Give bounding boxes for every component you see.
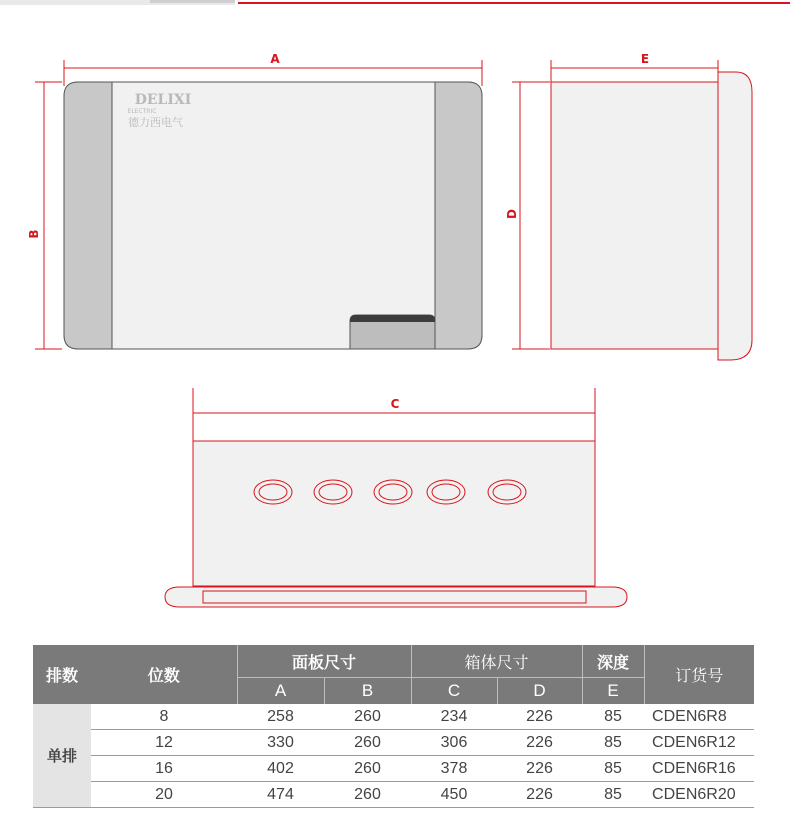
- cell-e: 85: [582, 756, 644, 782]
- header-col-a: A: [237, 678, 324, 705]
- header-order-no: 订货号: [644, 645, 754, 704]
- brand-logo-cn: 德力西电气: [128, 116, 183, 129]
- table-row: [33, 730, 754, 756]
- cell-positions: 8: [91, 704, 237, 730]
- door-latch-top: [350, 315, 435, 322]
- header-col-e: E: [582, 678, 644, 705]
- side-view: [505, 52, 752, 360]
- cell-d: 226: [497, 756, 582, 782]
- cell-c: 378: [411, 756, 497, 782]
- front-view: [27, 52, 482, 349]
- dimension-a-label: A: [270, 52, 280, 66]
- side-body: [551, 82, 718, 349]
- header-panel-size: 面板尺寸: [237, 645, 411, 678]
- cell-positions: 16: [91, 756, 237, 782]
- cell-b: 260: [324, 756, 411, 782]
- cell-a: 474: [237, 782, 324, 808]
- brand-logo-sub: ELECTRIC: [127, 108, 157, 115]
- front-panel-outline: [64, 82, 482, 349]
- dimension-a: [64, 52, 482, 86]
- cell-d: 226: [497, 782, 582, 808]
- dimension-e-label: E: [640, 52, 650, 66]
- cell-e: 85: [582, 782, 644, 808]
- front-panel-right-side: [435, 82, 482, 349]
- dimension-d-label: D: [505, 209, 519, 219]
- table-row: [33, 756, 754, 782]
- cell-positions: 20: [91, 782, 237, 808]
- cell-b: 260: [324, 704, 411, 730]
- header-col-c: C: [411, 678, 497, 705]
- bottom-cover-slot: [203, 591, 586, 603]
- row-group-label: 单排: [33, 704, 91, 808]
- header-box-size: 箱体尺寸: [411, 645, 582, 678]
- dimension-e: [551, 52, 718, 82]
- cell-b: 260: [324, 782, 411, 808]
- spec-table: [33, 645, 754, 808]
- cell-order-no: CDEN6R8: [644, 704, 754, 730]
- cell-e: 85: [582, 730, 644, 756]
- cell-d: 226: [497, 730, 582, 756]
- cell-a: 330: [237, 730, 324, 756]
- header-rows-count: 排数: [33, 645, 91, 704]
- cell-order-no: CDEN6R16: [644, 756, 754, 782]
- dimension-b: [27, 82, 62, 349]
- brand-logo-name: DELIXI: [134, 92, 192, 108]
- cell-d: 226: [497, 704, 582, 730]
- table-row: [33, 782, 754, 808]
- header-col-b: B: [324, 678, 411, 705]
- cell-order-no: CDEN6R12: [644, 730, 754, 756]
- table-row: [33, 704, 754, 730]
- cell-b: 260: [324, 730, 411, 756]
- bottom-body: [193, 441, 595, 586]
- dimension-c-label: C: [390, 397, 400, 411]
- header-positions: 位数: [91, 645, 237, 704]
- cell-c: 234: [411, 704, 497, 730]
- header-col-d: D: [497, 678, 582, 705]
- cell-c: 450: [411, 782, 497, 808]
- cell-c: 306: [411, 730, 497, 756]
- header-depth: 深度: [582, 645, 644, 678]
- cell-e: 85: [582, 704, 644, 730]
- dimension-b-label: B: [27, 229, 41, 239]
- dimension-d: [505, 82, 550, 349]
- side-door-lip: [718, 72, 752, 360]
- cell-a: 258: [237, 704, 324, 730]
- cell-positions: 12: [91, 730, 237, 756]
- cell-a: 402: [237, 756, 324, 782]
- bottom-view: [165, 388, 627, 607]
- front-panel-left-side: [64, 82, 112, 349]
- cell-order-no: CDEN6R20: [644, 782, 754, 808]
